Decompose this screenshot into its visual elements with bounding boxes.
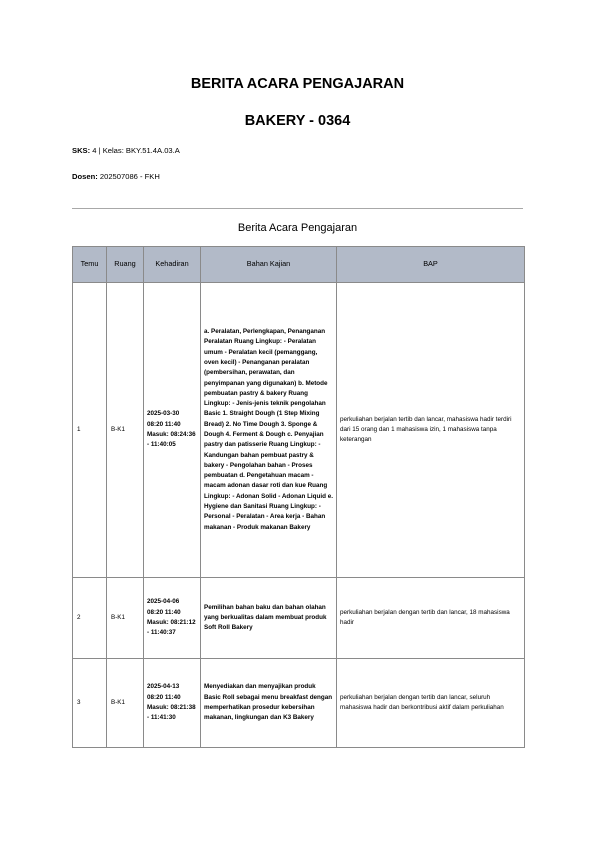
cell-ruang: B-K1	[107, 283, 144, 578]
cell-kehadiran: 2025-04-13 08:20 11:40 Masuk: 08:21:38 - 11:41:30	[144, 659, 201, 748]
cell-kehadiran: 2025-03-30 08:20 11:40 Masuk: 08:24:36 - 11:40:05	[144, 283, 201, 578]
cell-bahan-kajian: a. Peralatan, Perlengkapan, Penanganan Peralatan Ruang Lingkup: - Peralatan umum - Peralatan kecil (pemanggang, oven kecil) - Penanganan peralatan (pembersihan, perawatan, dan penyimpanan yang digunakan) b. Metode pembuatan pastry & bakery Ruang Lingkup: - Jenis-jenis teknik pengolahan Basic 1. Straight Dough (1 Step Mixing Bread) 2. No Time Dough 3. Sponge & Dough 4. Ferment & Dough c. Penyajian pastry dan patisserie Ruang Lingkup: - Kandungan bahan pembuat pastry & bakery - Pengolahan bahan - Proses pembuatan d. Pengetahuan macam - macam adonan dasar roti dan kue Ruang Lingkup: - Adonan Solid - Adonan Liquid e. Hygiene dan Sanitasi Ruang Lingkup: - Personal - Peralatan - Area kerja - Bahan makanan - Produk makanan Bakery	[201, 283, 337, 578]
cell-temu: 2	[73, 578, 107, 659]
bap-table	[72, 246, 525, 748]
sks-value: 4 | Kelas: BKY.51.4A.03.A	[92, 146, 180, 155]
section-title: Berita Acara Pengajaran	[237, 222, 358, 234]
cell-bap: perkuliahan berjalan dengan tertib dan lancar, 18 mahasiswa hadir	[337, 578, 525, 659]
header-bahan-kajian: Bahan Kajian	[201, 247, 337, 283]
sks-label: SKS:	[72, 146, 91, 155]
cell-kehadiran: 2025-04-06 08:20 11:40 Masuk: 08:21:12 - 11:40:37	[144, 578, 201, 659]
cell-bap: perkuliahan berjalan tertib dan lancar, mahasiswa hadir terdiri dari 15 orang dan 1 mahasiswa izin, 1 mahasiswa tanpa keterangan	[337, 283, 525, 578]
cell-ruang: B-K1	[107, 659, 144, 748]
table-row	[73, 659, 525, 748]
cell-bap: perkuliahan berjalan dengan tertib dan lancar, seluruh mahasiswa hadir dan berkontribusi aktif dalam perkuliahan	[337, 659, 525, 748]
header-ruang: Ruang	[107, 247, 144, 283]
sks-kelas-line	[72, 146, 180, 155]
header-temu: Temu	[73, 247, 107, 283]
divider	[72, 208, 523, 209]
course-title: BAKERY - 0364	[244, 113, 351, 129]
cell-bahan-kajian: Pemilihan bahan baku dan bahan olahan yang berkualitas dalam membuat produk Soft Roll Bakery	[201, 578, 337, 659]
header-bap: BAP	[337, 247, 525, 283]
header-kehadiran: Kehadiran	[144, 247, 201, 283]
cell-ruang: B-K1	[107, 578, 144, 659]
table-row	[73, 578, 525, 659]
table-row	[73, 283, 525, 578]
cell-temu: 1	[73, 283, 107, 578]
dosen-label: Dosen:	[72, 172, 98, 181]
table-header-row	[73, 247, 525, 283]
dosen-line	[72, 172, 160, 181]
cell-temu: 3	[73, 659, 107, 748]
cell-bahan-kajian: Menyediakan dan menyajikan produk Basic Roll sebagai menu breakfast dengan memperhatikan prosedur kebersihan makanan, lingkungan dan K3 Bakery	[201, 659, 337, 748]
dosen-value: 202507086 - FKH	[99, 172, 160, 181]
document-title: BERITA ACARA PENGAJARAN	[190, 76, 405, 92]
